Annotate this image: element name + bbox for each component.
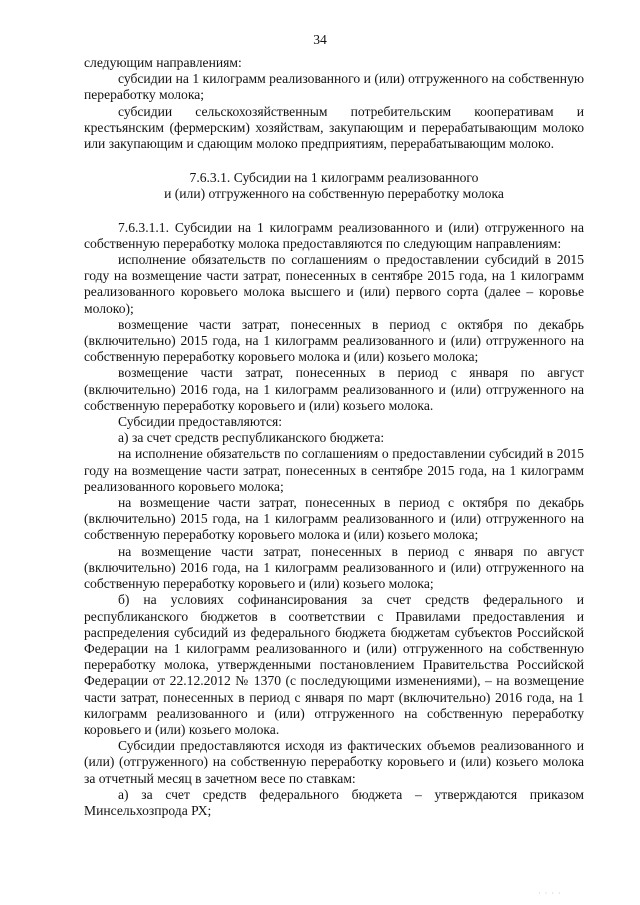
document-body bbox=[84, 55, 584, 819]
paragraph: исполнение обязательств по соглашениям о предоставлении субсидий в 2015 году на возмещение части затрат, понесенных в сентябре 2015 года, на 1 килограмм реализованного коровьего молока высшего и (или) первого сорта (далее – коровье молоко); bbox=[84, 252, 584, 316]
paragraph: 7.6.3.1.1. Субсидии на 1 килограмм реализованного и (или) отгруженного на собственную переработку молока предоставляются по следующим направлениям: bbox=[84, 219, 584, 251]
paragraph: на возмещение части затрат, понесенных в период с января по август (включительно) 2016 года, на 1 килограмм реализованного и (или) отгруженного на собственную переработку коровьего и (или) козьего молока; bbox=[84, 543, 584, 592]
scan-mark: · · · · bbox=[538, 889, 562, 898]
paragraph: б) на условиях софинансирования за счет средств федерального и республиканского бюджетов в соответствии с Правилами предоставления и распределения субсидий из федерального бюджета бюджетам субъектов Российской Федерации на 1 килограмм реализованного и (или) отгруженного на собственную переработку молока, утвержденными постановлением Правительства Российской Федерации от 22.12.2012 № 1370 (с последующими изменениями), – на возмещение части затрат, понесенных в период с января по март (включительно) 2016 года, на 1 килограмм реализованного и (или) отгруженного на собственную переработку коровьего и (или) козьего молока. bbox=[84, 592, 584, 737]
section-heading-line-2: и (или) отгруженного на собственную переработку молока bbox=[164, 186, 504, 202]
paragraph: возмещение части затрат, понесенных в период с января по август (включительно) 2016 года, на 1 килограмм реализованного и (или) отгруженного на собственную переработку коровьего и (или) козьего молока. bbox=[84, 365, 584, 413]
paragraph: субсидии сельскохозяйственным потребительским кооперативам и крестьянским (фермерским) хозяйствам, закупающим и перерабатывающим молоко или закупающим и сдающим молоко предприятиям, перерабатывающим молоко. bbox=[84, 103, 584, 152]
paragraph: Субсидии предоставляются исходя из фактических объемов реализованного и (или) (отгруженного) на собственную переработку коровьего и (или) козьего молока за отчетный месяц в зачетном весе по ставкам: bbox=[84, 738, 584, 786]
paragraph: субсидии на 1 килограмм реализованного и (или) отгруженного на собственную переработку молока; bbox=[84, 71, 584, 103]
section-heading bbox=[84, 170, 584, 202]
paragraph: возмещение части затрат, понесенных в период с октября по декабрь (включительно) 2015 года, на 1 килограмм реализованного и (или) отгруженного на собственную переработку коровьего молока и (или) козьего молока; bbox=[84, 316, 584, 365]
paragraph: на исполнение обязательств по соглашениям о предоставлении субсидий в 2015 году на возмещение части затрат, понесенных в сентябре 2015 года, на 1 килограмм реализованного коровьего молока; bbox=[84, 446, 584, 494]
paragraph: Субсидии предоставляются: bbox=[118, 414, 283, 430]
paragraph: а) за счет средств республиканского бюджета: bbox=[118, 430, 385, 446]
main-section bbox=[84, 220, 584, 820]
paragraph: следующим направлениям: bbox=[84, 55, 242, 70]
paragraph: на возмещение части затрат, понесенных в период с октября по декабрь (включительно) 2015 года, на 1 килограмм реализованного и (или) отгруженного на собственную переработку коровьего молока и (или) козьего молока; bbox=[84, 495, 584, 543]
paragraph: а) за счет средств федерального бюджета – утверждаются приказом Минсельхозпрода РХ; bbox=[84, 786, 584, 818]
intro-section bbox=[84, 55, 584, 152]
page-number: 34 bbox=[313, 32, 327, 47]
section-heading-line-1: 7.6.3.1. Субсидии на 1 килограмм реализованного bbox=[189, 170, 479, 186]
